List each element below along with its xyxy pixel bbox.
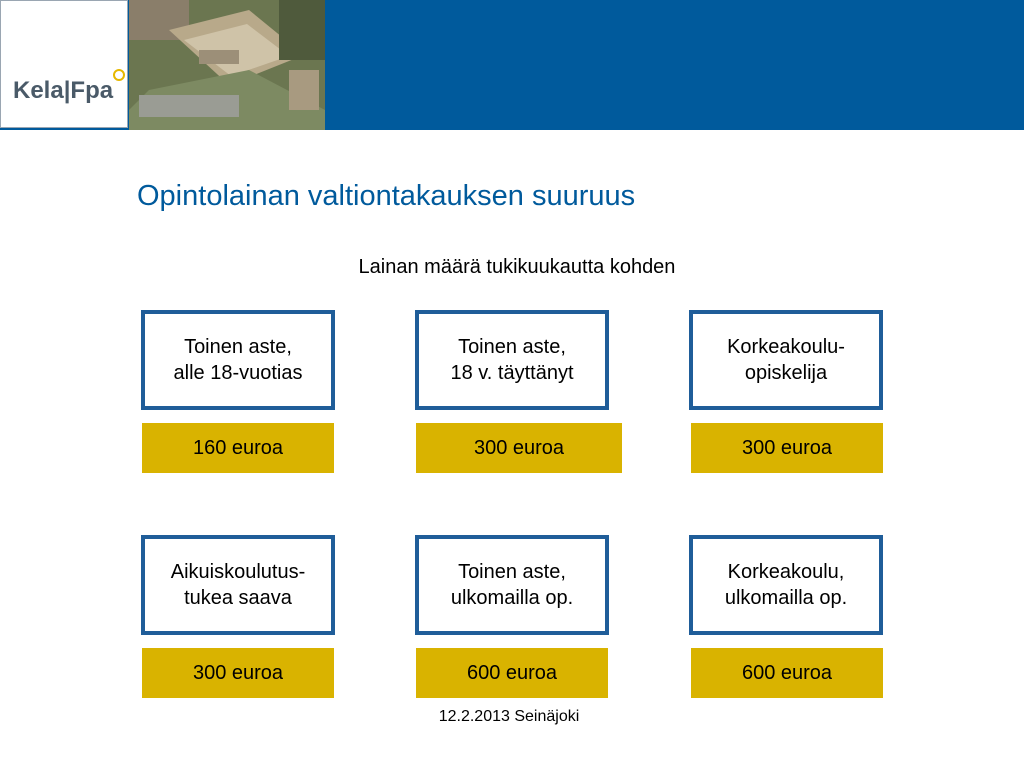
category-box [141, 310, 335, 410]
category-box [415, 535, 609, 635]
registered-mark-icon [113, 69, 125, 81]
amount-box: 300 euroa [691, 423, 883, 473]
aerial-photo [129, 0, 325, 130]
category-line: Korkeakoulu, [727, 561, 845, 583]
amount-box: 160 euroa [142, 423, 334, 473]
amount-box: 600 euroa [691, 648, 883, 698]
category-line: alle 18-vuotias [173, 362, 303, 384]
slide-subtitle: Lainan määrä tukikuukautta kohden [358, 256, 676, 278]
category-box [689, 310, 883, 410]
slide-title: Opintolainan valtiontakauksen suuruus [137, 180, 636, 212]
category-line: opiskelija [744, 362, 828, 384]
category-box [689, 535, 883, 635]
category-line: Toinen aste, [458, 561, 566, 583]
category-line: tukea saava [184, 587, 292, 609]
amount-box: 300 euroa [142, 648, 334, 698]
header-banner [0, 0, 1024, 130]
logo-text: Kela|Fpa [13, 77, 114, 104]
kela-logo [0, 0, 128, 128]
category-box [415, 310, 609, 410]
category-line: Korkeakoulu- [727, 336, 845, 358]
category-line: ulkomailla op. [724, 587, 848, 609]
category-line: Toinen aste, [458, 336, 566, 358]
amount-box: 600 euroa [416, 648, 608, 698]
footer-date: 12.2.2013 Seinäjoki [438, 708, 580, 725]
category-line: Toinen aste, [184, 336, 292, 358]
category-line: Aikuiskoulutus- [170, 561, 306, 583]
category-line: 18 v. täyttänyt [450, 362, 574, 384]
amount-box: 300 euroa [416, 423, 622, 473]
category-line: ulkomailla op. [450, 587, 574, 609]
category-box [141, 535, 335, 635]
